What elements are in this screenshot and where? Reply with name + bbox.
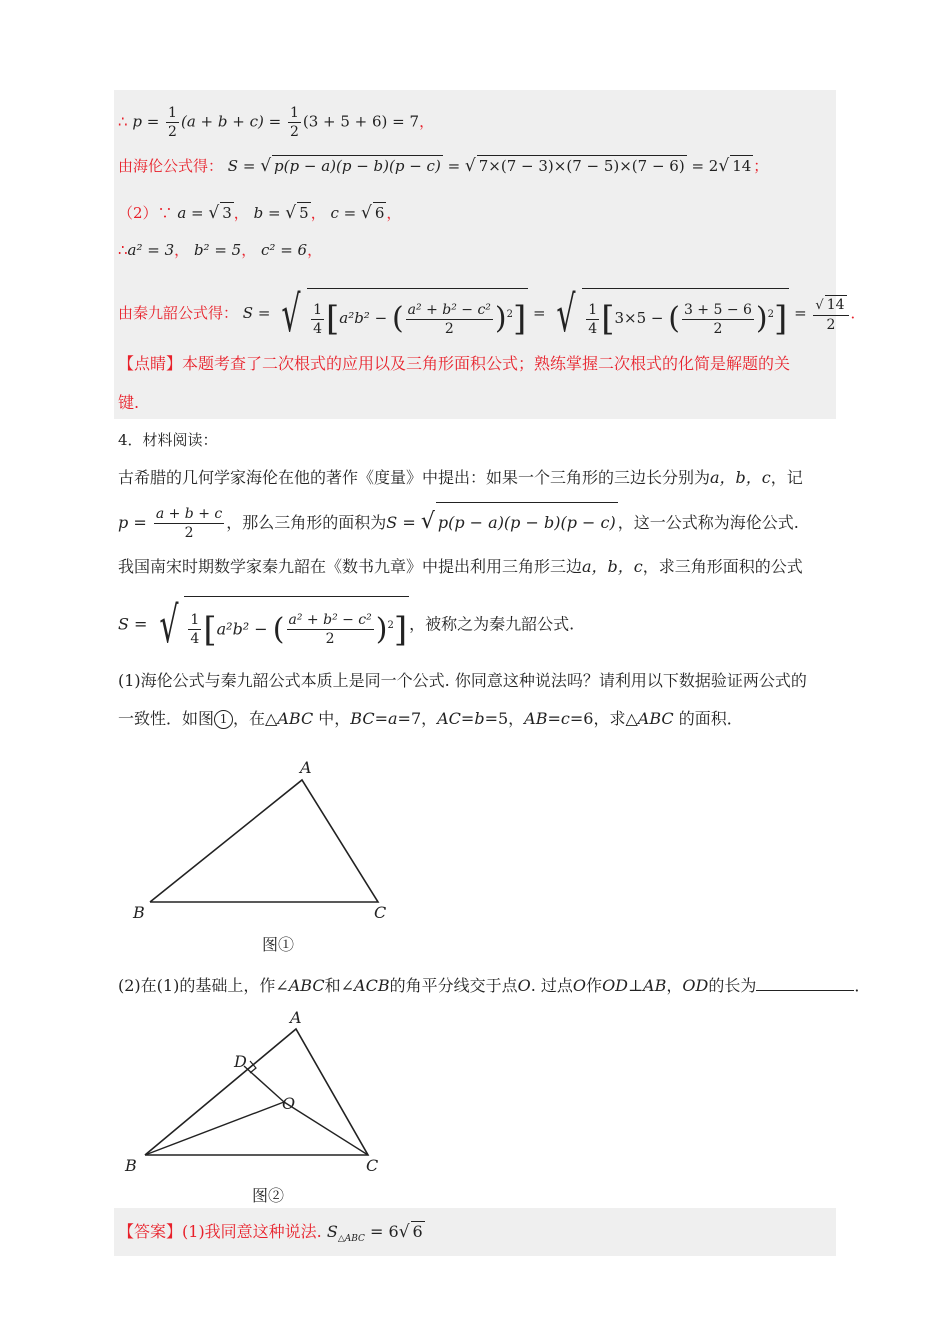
figure-2-triangle (120, 1005, 390, 1177)
answer-blank (756, 976, 854, 991)
problem-paragraph-3: 我国南宋时期数学家秦九韶在《数书九章》中提出利用三角形三边a，b，c，求三角形面积的公式 (118, 557, 803, 576)
dianjing-line-1: 【点睛】本题考查了二次根式的应用以及三角形面积公式；熟练掌握二次根式的化简是解题的关 (118, 354, 791, 373)
fig2-perpendicular-OD (244, 1066, 284, 1102)
question-2-line: (2)在(1)的基础上，作∠ABC和∠ACB的角平分线交于点O. 过点O作OD⊥AB，OD的长为 ． (118, 976, 871, 995)
fig2-bisector-CO (284, 1102, 368, 1155)
figure-1-ref-circle: 1 (214, 710, 233, 729)
solution-line-5: 由秦九韶公式得： S = √ $\frac{1}{4}$ [a²b² − ( $\frac{\text{a² + b² − c²}}{2}$ )$^2$] = √ $\frac{1}{4}$ [3×5 − ( $\frac{3 + 5 - 6}{2}$ )$^2$] = $\frac{√ 14}{2}$ ． (118, 285, 866, 343)
fig2-triangle-edges (145, 1029, 368, 1155)
problem-paragraph-4: S = √ $\frac{1}{4}$ [a²b² − ( $\frac{\text{a² + b² − c²}}{2}$ )$^2$] ，被称之为秦九韶公式. (118, 596, 575, 655)
figure-1-triangle (130, 755, 400, 930)
fig1-label-C: C (374, 903, 387, 922)
fig1-label-B: B (133, 903, 145, 922)
question-1-line-2: 一致性．如图 1 ，在△ABC 中，BC=a=7，AC=b=5，AB=c=6，求△ABC 的面积． (118, 709, 743, 728)
dianjing-line-2: 键. (118, 393, 140, 412)
solution-line-3: （2）∵ a = √ 3 ， b = √ 5 ， c = √ 6 ， (118, 203, 402, 223)
fig2-bisector-BO (145, 1102, 284, 1155)
fig1-label-A: A (300, 758, 312, 777)
solution-line-2: 由海伦公式得： S = √ p(p − a)(p − b)(p − c) = √ 7×(7 − 3)×(7 − 5)×(7 − 6) = 2√ 14 ； (118, 156, 769, 176)
figure-2-caption: 图② (252, 1186, 285, 1205)
fig2-label-C: C (366, 1156, 379, 1175)
problem-number: 4．材料阅读： (118, 431, 218, 449)
solution-line-4: ∴a² = 3， b² = 5， c² = 6， (118, 241, 323, 259)
fig2-label-B: B (125, 1156, 137, 1175)
solution-line-1: ∴ p = $\frac{1}{2}$ (a + b + c) = $\frac{1}{2}$ (3 + 5 + 6) = 7， (118, 105, 435, 140)
figure-1-caption: 图① (262, 935, 295, 954)
fig2-label-O: O (282, 1094, 296, 1113)
fig2-label-D: D (234, 1052, 247, 1071)
question-1-line-1: (1)海伦公式与秦九韶公式本质上是同一个公式. 你同意这种说法吗？请利用以下数据验证两公式的 (118, 671, 807, 690)
fig2-label-A: A (290, 1008, 302, 1027)
problem-paragraph-1: 古希腊的几何学家海伦在他的著作《度量》中提出：如果一个三角形的三边长分别为a，b，c，记 (118, 468, 803, 487)
answer-line: 【答案】(1)我同意这种说法. $S_{\triangle ABC} = 6√$ 6 (118, 1222, 423, 1245)
problem-paragraph-2: p = $\frac{a + b + c}{2}$ ，那么三角形的面积为S = √ p(p − a)(p − b)(p − c) ，这一公式称为海伦公式. (118, 502, 799, 542)
fig1-triangle-edges (150, 780, 378, 902)
